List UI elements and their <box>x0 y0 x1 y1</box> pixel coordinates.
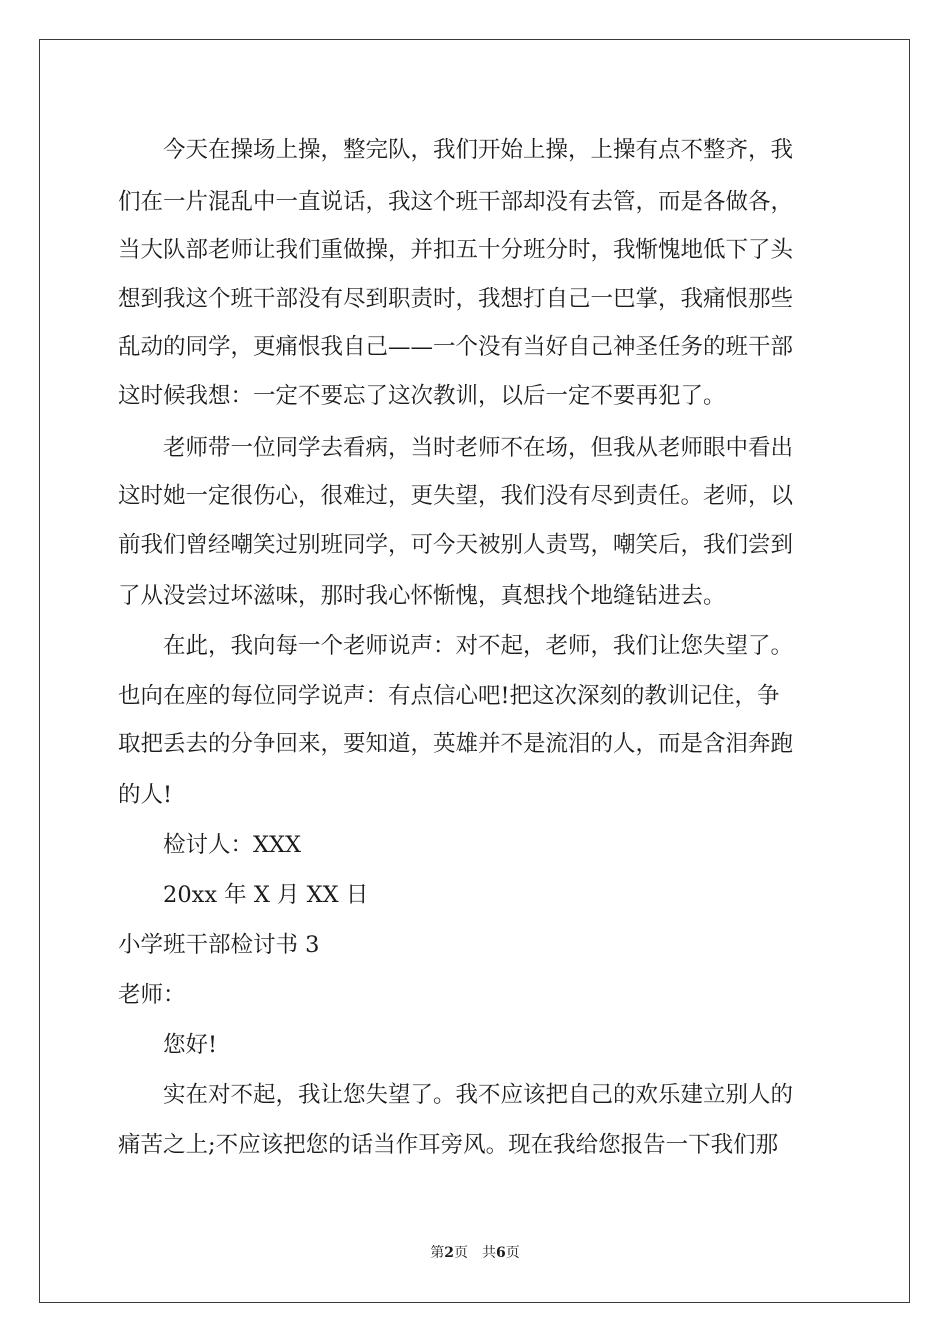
total-page-number: 6 <box>496 1245 506 1261</box>
paragraph-line: 的人! <box>118 782 173 808</box>
paragraph-line: 想到我这个班干部没有尽到职责时，我想打自己一巴掌，我痛恨那些 <box>118 286 794 312</box>
signature-line: 检讨人：XXX <box>163 832 302 858</box>
current-page-number: 2 <box>444 1245 454 1261</box>
paragraph-line: 今天在操场上操，整完队，我们开始上操，上操有点不整齐，我 <box>163 137 794 163</box>
page-prefix: 第 <box>430 1245 445 1261</box>
greeting: 您好! <box>163 1032 218 1058</box>
paragraph-line: 当大队部老师让我们重做操，并扣五十分班分时，我惭愧地低下了头 <box>118 237 794 263</box>
section-title: 小学班干部检讨书 3 <box>118 932 320 958</box>
paragraph-line: 实在对不起，我让您失望了。我不应该把自己的欢乐建立别人的 <box>163 1082 794 1108</box>
paragraph-line: 痛苦之上;不应该把您的话当作耳旁风。现在我给您报告一下我们那 <box>118 1132 779 1158</box>
paragraph-line: 在此，我向每一个老师说声：对不起，老师，我们让您失望了。 <box>163 633 794 659</box>
paragraph-line: 前我们曾经嘲笑过别班同学，可今天被别人责骂，嘲笑后，我们尝到 <box>118 532 794 558</box>
total-prefix: 共 <box>482 1245 496 1261</box>
paragraph-line: 了从没尝过坏滋味，那时我心怀惭愧，真想找个地缝钻进去。 <box>118 583 726 609</box>
paragraph-line: 这时她一定很伤心，很难过，更失望，我们没有尽到责任。老师，以 <box>118 483 794 509</box>
paragraph-line: 们在一片混乱中一直说话，我这个班干部却没有去管，而是各做各， <box>118 189 794 215</box>
page-border <box>39 39 910 1303</box>
page-suffix: 页 <box>454 1245 468 1261</box>
paragraph-line: 老师带一位同学去看病，当时老师不在场，但我从老师眼中看出 <box>163 435 794 461</box>
paragraph-line: 这时候我想：一定不要忘了这次教训，以后一定不要再犯了。 <box>118 383 726 409</box>
total-suffix: 页 <box>505 1245 520 1261</box>
date-line: 20xx 年 X 月 XX 日 <box>163 882 369 908</box>
paragraph-line: 也向在座的每位同学说声：有点信心吧!把这次深刻的教训记住，争 <box>118 683 780 709</box>
page-footer <box>0 1242 950 1262</box>
paragraph-line: 乱动的同学，更痛恨我自己——一个没有当好自己神圣任务的班干部 <box>118 334 794 360</box>
paragraph-line: 取把丢去的分争回来，要知道，英雄并不是流泪的人，而是含泪奔跑 <box>118 731 794 757</box>
salutation: 老师： <box>118 982 186 1008</box>
